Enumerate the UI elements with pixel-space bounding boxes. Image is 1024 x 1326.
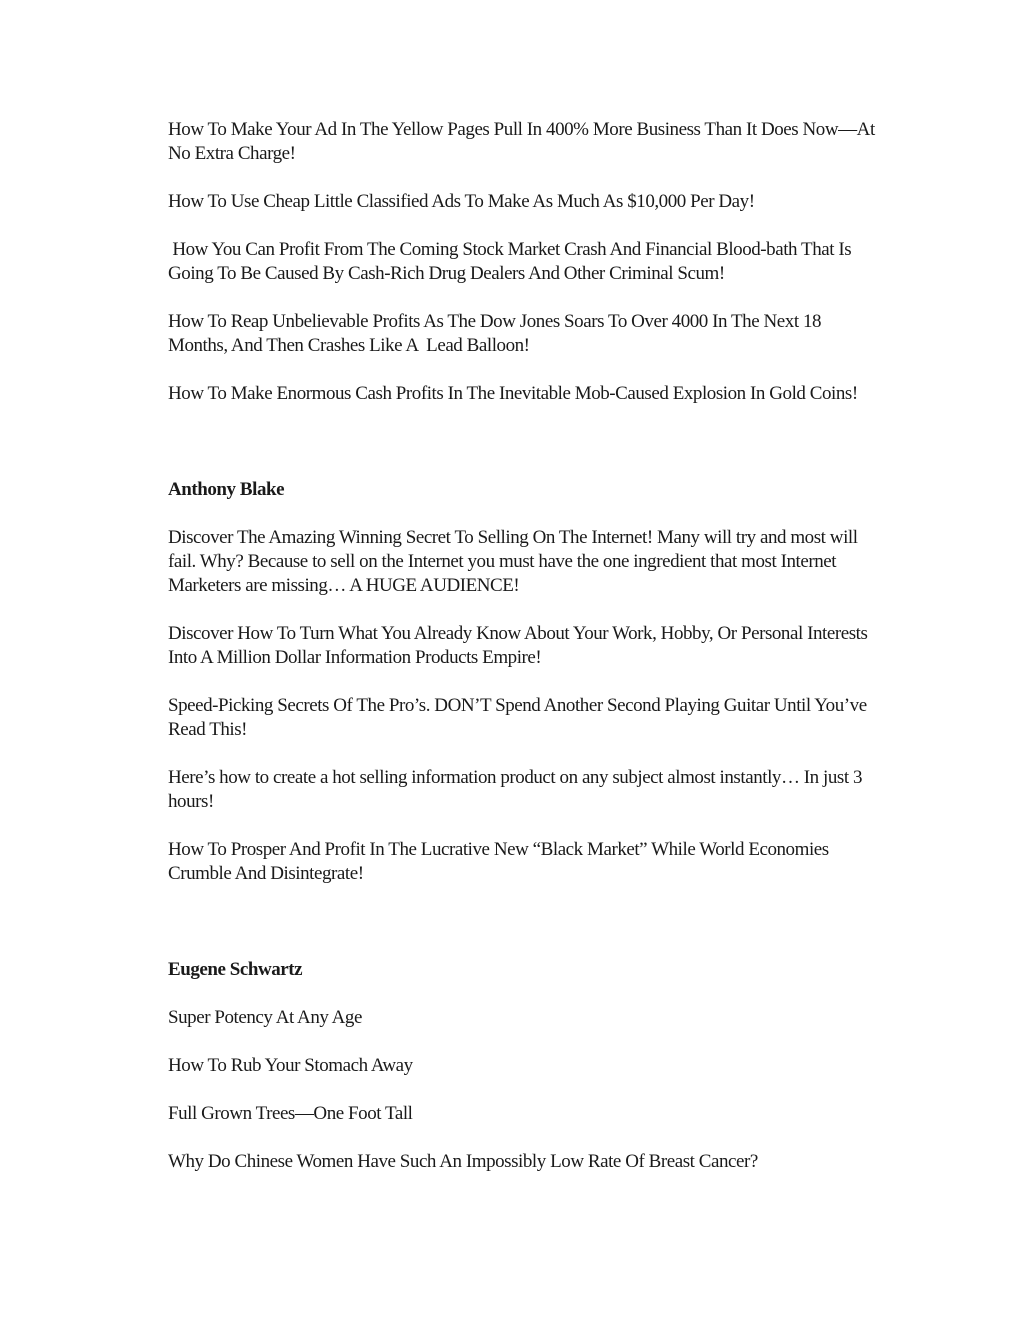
section-spacer bbox=[168, 430, 880, 478]
headline: Speed-Picking Secrets Of The Pro’s. DON’T Spend Another Second Playing Guitar Until You’ve Read This! bbox=[168, 695, 867, 740]
section-spacer bbox=[168, 910, 880, 958]
headline: Why Do Chinese Women Have Such An Impossibly Low Rate Of Breast Cancer? bbox=[168, 1151, 758, 1172]
headline: Full Grown Trees—One Foot Tall bbox=[168, 1103, 413, 1124]
author-heading: Anthony Blake bbox=[168, 479, 285, 500]
headline: Discover The Amazing Winning Secret To Selling On The Internet! Many will try and most will fail. Why? Because to sell on the Internet you must have the one ingredient that most Internet Marketers are missing… A HUGE AUDIENCE! bbox=[168, 527, 858, 596]
headline: How To Use Cheap Little Classified Ads To Make As Much As $10,000 Per Day! bbox=[168, 191, 755, 212]
headline: How To Make Your Ad In The Yellow Pages Pull In 400% More Business Than It Does Now—At No Extra Charge! bbox=[168, 119, 875, 164]
headline: How To Reap Unbelievable Profits As The Dow Jones Soars To Over 4000 In The Next 18 Months, And Then Crashes Like A Lead Balloon! bbox=[168, 311, 826, 356]
headline: How You Can Profit From The Coming Stock Market Crash And Financial Blood-bath That Is Going To Be Caused By Cash-Rich Drug Dealers And Other Criminal Scum! bbox=[168, 239, 856, 284]
headline-list-section-3 bbox=[168, 958, 880, 1174]
headline: Discover How To Turn What You Already Know About Your Work, Hobby, Or Personal Interests Into A Million Dollar Information Products Empire! bbox=[168, 623, 868, 668]
headline: Here’s how to create a hot selling information product on any subject almost instantly… In just 3 hours! bbox=[168, 767, 863, 812]
headline: How To Rub Your Stomach Away bbox=[168, 1055, 413, 1076]
author-heading: Eugene Schwartz bbox=[168, 959, 303, 980]
headline: Super Potency At Any Age bbox=[168, 1007, 362, 1028]
document-page bbox=[168, 118, 880, 1198]
headline: How To Prosper And Profit In The Lucrative New “Black Market” While World Economies Crumble And Disintegrate! bbox=[168, 839, 829, 884]
headline: How To Make Enormous Cash Profits In The Inevitable Mob-Caused Explosion In Gold Coins! bbox=[168, 383, 858, 404]
headline-list-section-1 bbox=[168, 118, 880, 406]
headline-list-section-2 bbox=[168, 478, 880, 886]
